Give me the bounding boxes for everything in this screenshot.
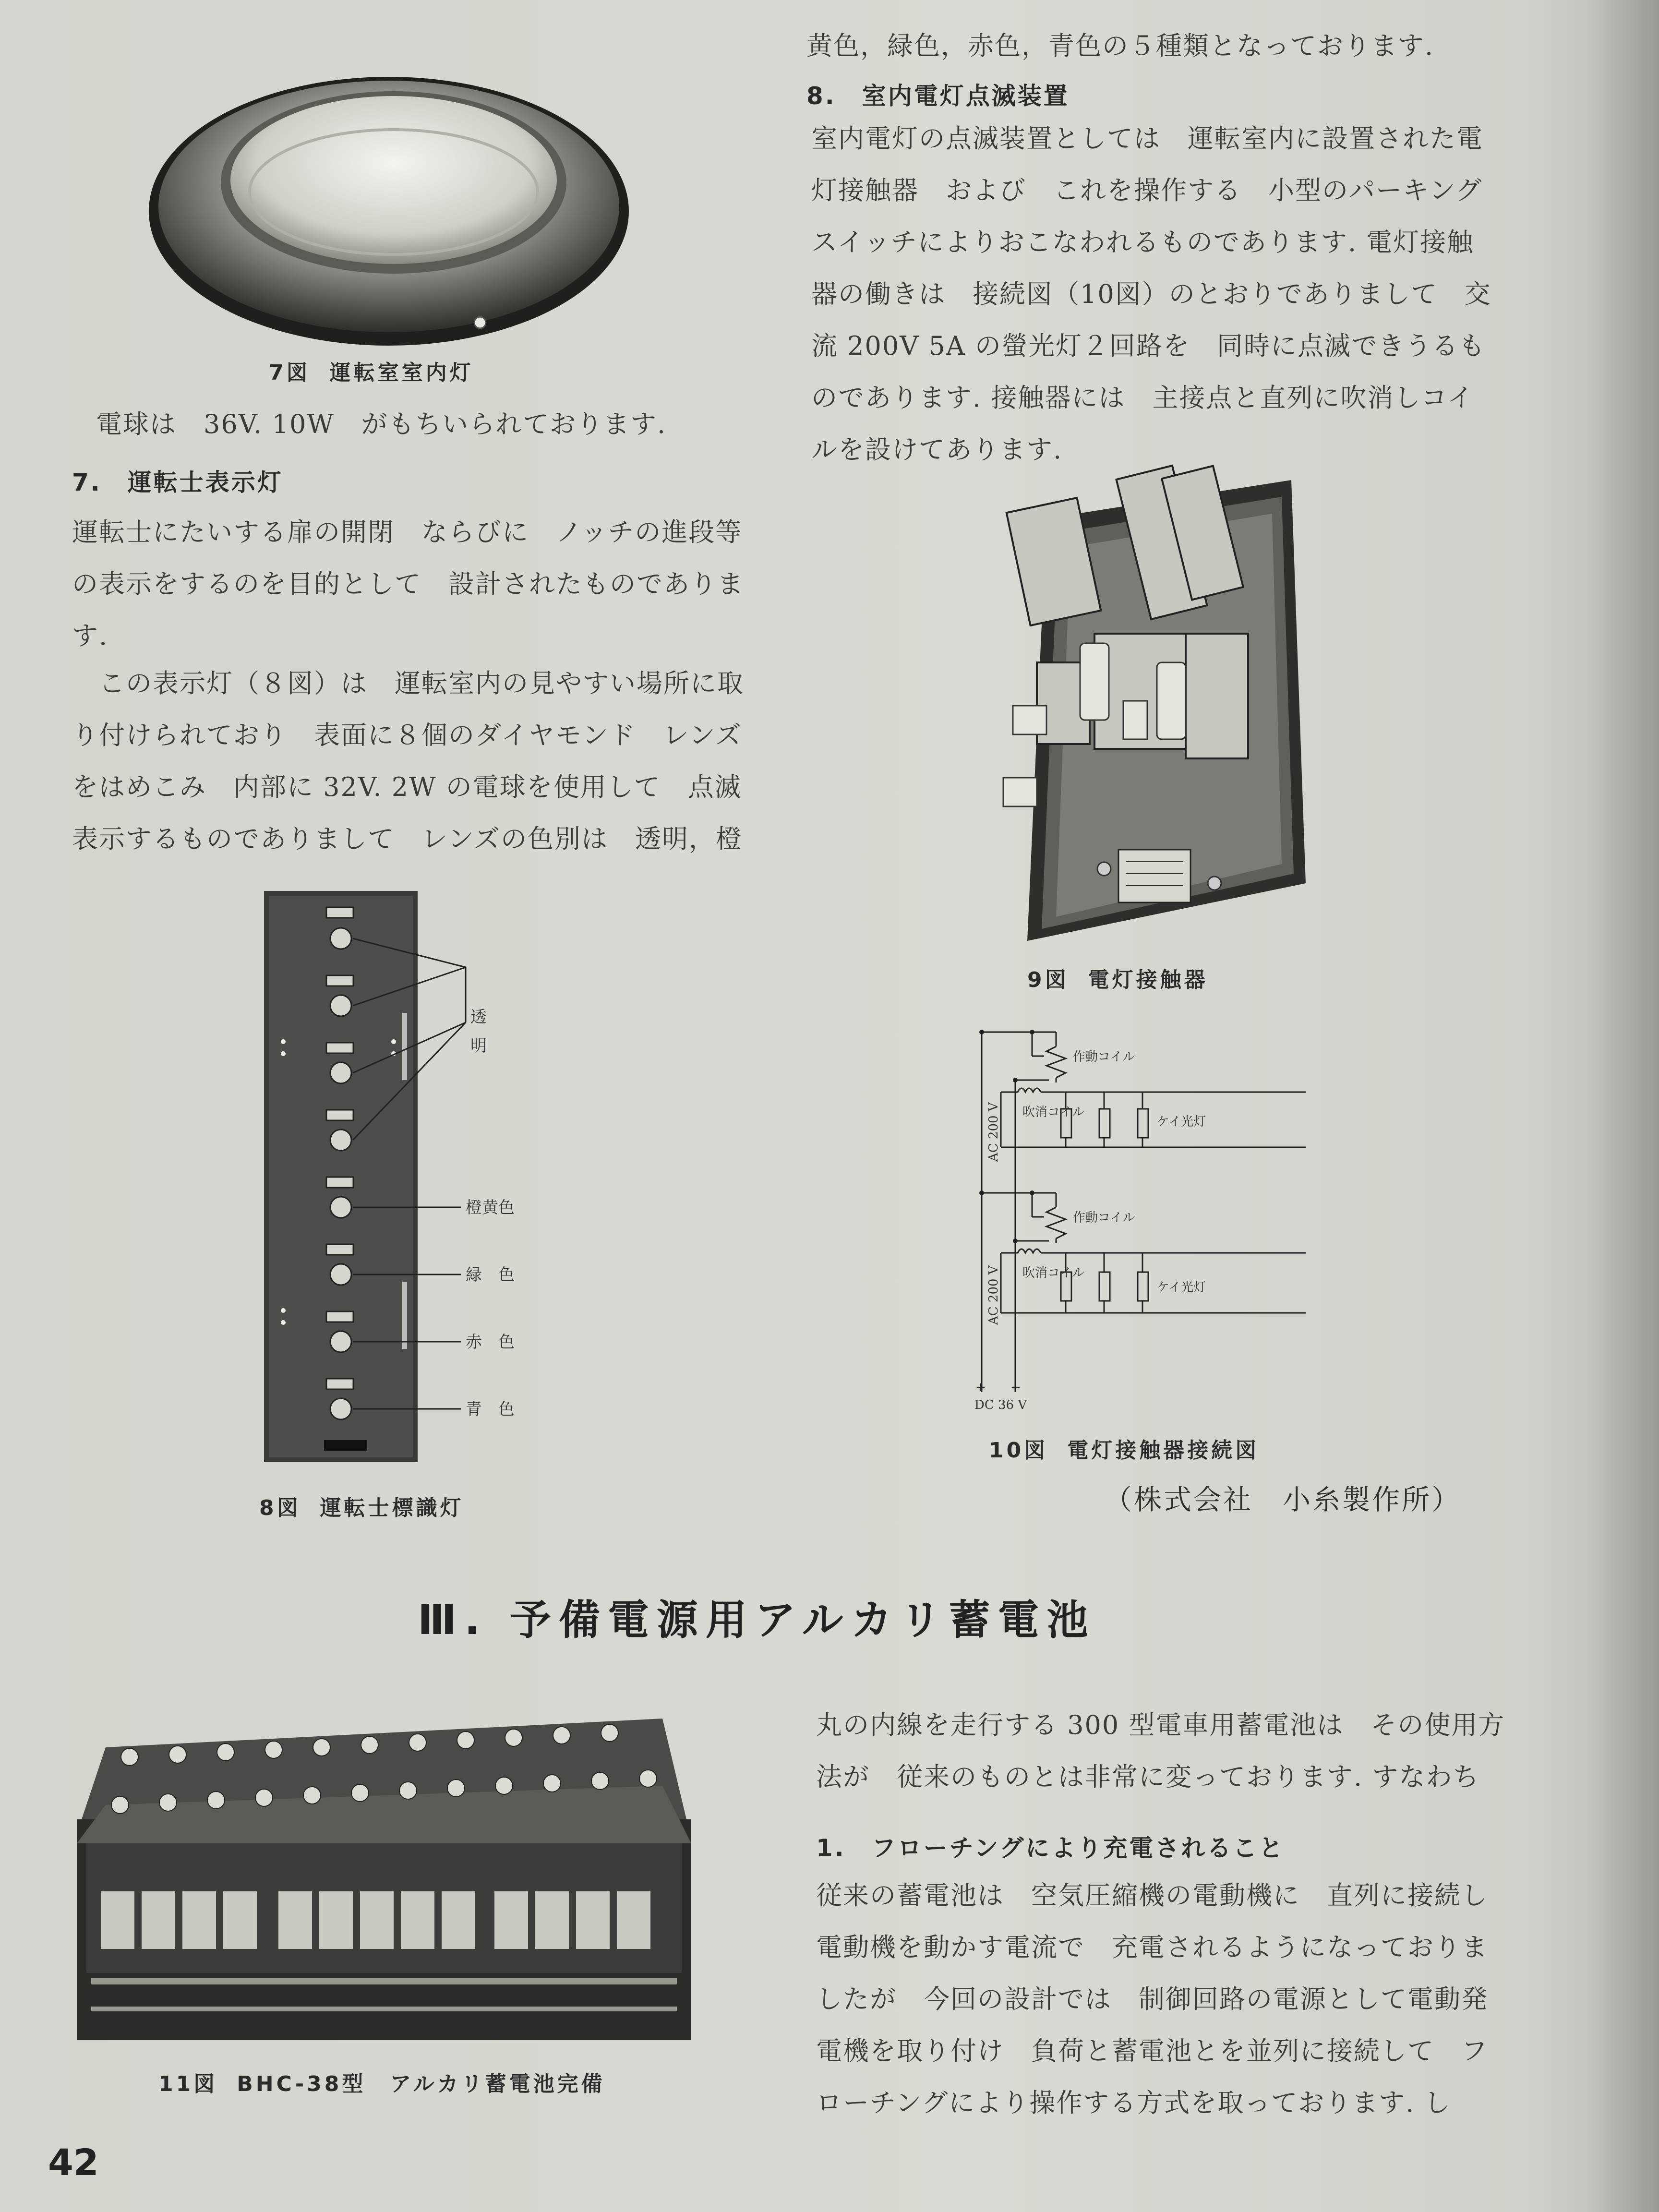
text-line: 従来の蓄電池は 空気圧縮機の電動機に 直列に接続し — [816, 1880, 1488, 1911]
section-7-paragraph-1 — [72, 506, 744, 662]
figure-8-indicator-panel-photo — [259, 888, 557, 1464]
figure-11-number: 11図 — [158, 2072, 218, 2096]
section-8-paragraph — [811, 113, 1491, 476]
label-red: 赤 色 — [466, 1333, 515, 1352]
text-line: この表示灯（８図）は 運転室内の見やすい場所に取 — [99, 668, 744, 698]
figure-11-battery-photo — [72, 1699, 696, 2045]
figure-10-caption — [989, 1433, 1259, 1464]
text-line: したが 今回の設計では 制御回路の電源として電動発 — [816, 1984, 1488, 2014]
manufacturer-credit: （株式会社 小糸製作所） — [1104, 1483, 1462, 1516]
text-line: 運転士にたいする扉の開閉 ならびに ノッチの進段等 — [72, 517, 743, 547]
figure-10-wiring-diagram — [965, 1022, 1330, 1421]
text-line: す. — [72, 621, 108, 651]
text-line: 器の働きは 接続図（10図）のとおりでありまして 交 — [811, 279, 1491, 309]
section-7-paragraph-2 — [72, 658, 744, 865]
label-clear-1: 透 — [470, 1008, 487, 1027]
operating-coil-label-1: 作動コイル — [1073, 1050, 1135, 1064]
page-gutter-shadow — [1587, 0, 1659, 2212]
text-line: のであります. 接触器には 主接点と直列に吹消しコイ — [811, 383, 1474, 413]
section-3-subheading-1: 1. フローチングにより充電されること — [816, 1834, 1285, 1862]
operating-coil-label-2: 作動コイル — [1073, 1211, 1135, 1225]
figure-9-caption — [1027, 962, 1208, 993]
section-3-title: Ⅲ. 予備電源用アルカリ蓄電池 — [418, 1596, 1096, 1644]
fluorescent-label-1: ケイ光灯 — [1157, 1115, 1206, 1129]
section-8-heading: 8. 室内電灯点滅装置 — [806, 82, 1070, 110]
text-line: 法が 従来のものとは非常に変っております. すなわち — [816, 1762, 1480, 1792]
bulb-spec-text: 電球は 36V. 10W がもちいられております. — [96, 409, 666, 439]
figure-11-caption — [158, 2067, 605, 2097]
fluorescent-label-2: ケイ光灯 — [1157, 1280, 1206, 1295]
label-green: 緑 色 — [466, 1265, 515, 1285]
blowout-coil-label-1: 吹消コイル — [1022, 1105, 1085, 1119]
figure-7-caption — [269, 355, 474, 386]
text-line: 丸の内線を走行する 300 型電車用蓄電池は その使用方 — [816, 1710, 1505, 1740]
figure-7-title: 運転室室内灯 — [329, 361, 474, 385]
section-3-paragraph-2 — [816, 1870, 1488, 2129]
figure-9-number: 9図 — [1027, 968, 1069, 992]
plus-label: + — [975, 1380, 986, 1395]
figure-9-title: 電灯接触器 — [1088, 968, 1208, 992]
section-3-paragraph-1 — [816, 1699, 1505, 1803]
label-blue: 青 色 — [466, 1400, 515, 1419]
dc-label: DC 36 V — [974, 1398, 1027, 1412]
text-line: をはめこみ 内部に 32V. 2W の電球を使用して 点滅 — [72, 772, 742, 802]
text-line: 流 200V 5A の螢光灯２回路を 同時に点滅できうるも — [811, 331, 1486, 361]
minus-label: − — [1010, 1380, 1021, 1395]
text-line: ローチングにより操作する方式を取っております. し — [816, 2088, 1451, 2118]
figure-10-title: 電灯接触器接続図 — [1067, 1438, 1260, 1463]
figure-9-contactor-photo — [974, 461, 1310, 950]
continued-color-line: 黄色，緑色，赤色，青色の５種類となっております. — [806, 31, 1434, 61]
figure-10-number: 10図 — [989, 1438, 1048, 1463]
page-number: 42 — [48, 2141, 99, 2184]
figure-11-title: BHC-38型 アルカリ蓄電池完備 — [237, 2072, 605, 2096]
figure-8-number: 8図 — [259, 1496, 301, 1520]
figure-8-caption — [259, 1491, 464, 1521]
figure-7-dome-light-photo — [144, 48, 638, 350]
text-line: 電機を取り付け 負荷と蓄電池とを並列に接続して フ — [816, 2036, 1488, 2066]
text-line: 表示するものでありまして レンズの色別は 透明，橙 — [72, 824, 743, 854]
text-line: 室内電灯の点滅装置としては 運転室内に設置された電 — [811, 123, 1483, 154]
text-line: り付けられており 表面に８個のダイヤモンド レンズ — [72, 720, 742, 750]
section-7-heading: 7. 運転士表示灯 — [72, 469, 283, 496]
label-orange: 橙黄色 — [466, 1198, 515, 1217]
figure-7-number: 7図 — [269, 361, 311, 385]
text-line: 電動機を動かす電流で 充電されるようになっておりま — [816, 1932, 1488, 1962]
text-line: スイッチによりおこなわれるものであります. 電灯接触 — [811, 227, 1474, 257]
ac-label-2: AC 200 V — [986, 1265, 1001, 1325]
text-line: 灯接触器 および これを操作する 小型のパーキング — [811, 175, 1483, 205]
ac-label-1: AC 200 V — [986, 1102, 1001, 1162]
figure-8-title: 運転士標識灯 — [320, 1496, 464, 1520]
label-clear-2: 明 — [470, 1036, 487, 1056]
blowout-coil-label-2: 吹消コイル — [1022, 1266, 1085, 1280]
text-line: の表示をするのを目的として 設計されたものでありま — [72, 569, 744, 599]
text-line: ルを設けてあります. — [811, 434, 1063, 465]
